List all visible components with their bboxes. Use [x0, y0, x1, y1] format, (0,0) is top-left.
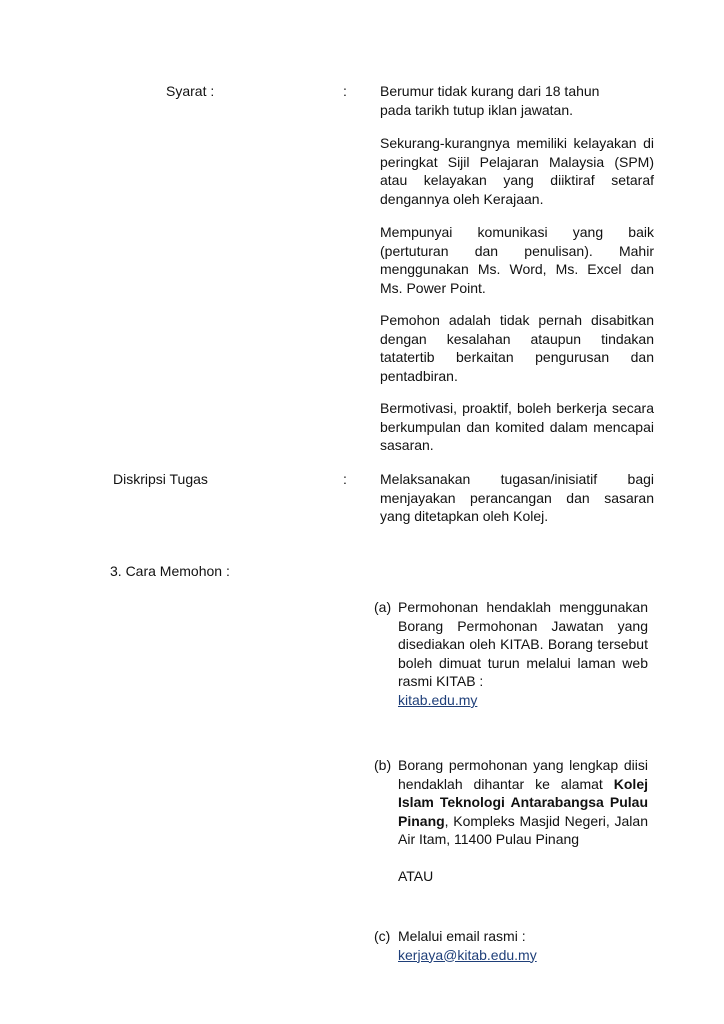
list-text-b-pre: Borang permohonan yang lengkap diisi hendaklah dihantar ke alamat — [398, 757, 648, 792]
diskripsi-colon: : — [343, 471, 347, 487]
cara-memohon-heading: 3. Cara Memohon : — [110, 563, 230, 579]
atau-text: ATAU — [398, 867, 434, 884]
list-text-b-post: , Kompleks Masjid Negeri, Jalan Air Itam, 11400 Pulau Pinang — [398, 812, 648, 848]
syarat-paragraph-qualification: Sekurang-kurangnya memiliki kelayakan di peringkat Sijil Pelajaran Malaysia (SPM) atau kelayakan yang diiktiraf setaraf dengannya oleh Kerajaan. — [380, 135, 654, 207]
syarat-label: Syarat : — [166, 83, 215, 99]
syarat-colon: : — [343, 83, 347, 99]
diskripsi-text: Melaksanakan tugasan/inisiatif bagi menjayakan perancangan dan sasaran yang ditetapkan oleh Kolej. — [380, 471, 654, 525]
list-marker-b: (b) — [374, 757, 392, 773]
list-text-a: Permohonan hendaklah menggunakan Borang Permohonan Jawatan yang disediakan oleh KITAB. Borang tersebut boleh dimuat turun melalui laman web rasmi KITAB : — [398, 599, 648, 690]
syarat-paragraph-motivation: Bermotivasi, proaktif, boleh berkerja secara berkumpulan dan komited dalam mencapai sasaran. — [380, 400, 654, 454]
syarat-paragraph-record: Pemohon adalah tidak pernah disabitkan dengan kesalahan ataupun tindakan tatatertib berkaitan pengurusan dan pentadbiran. — [380, 312, 654, 384]
college-name: Kolej Islam Teknologi Antarabangsa Pulau Pinang — [398, 775, 648, 829]
email-link[interactable]: kerjaya@kitab.edu.my — [398, 946, 537, 963]
kitab-website-link[interactable]: kitab.edu.my — [398, 691, 478, 708]
diskripsi-label: Diskripsi Tugas — [113, 471, 208, 487]
list-text-c: Melalui email rasmi : — [398, 928, 526, 944]
list-marker-a: (a) — [374, 599, 392, 615]
list-marker-c: (c) — [374, 928, 391, 944]
syarat-paragraph-communication: Mempunyai komunikasi yang baik (pertuturan dan penulisan). Mahir menggunakan Ms. Word, Ms. Excel dan Ms. Power Point. — [380, 224, 654, 296]
syarat-paragraph-age: Berumur tidak kurang dari 18 tahun pada tarikh tutup iklan jawatan. — [380, 83, 600, 118]
